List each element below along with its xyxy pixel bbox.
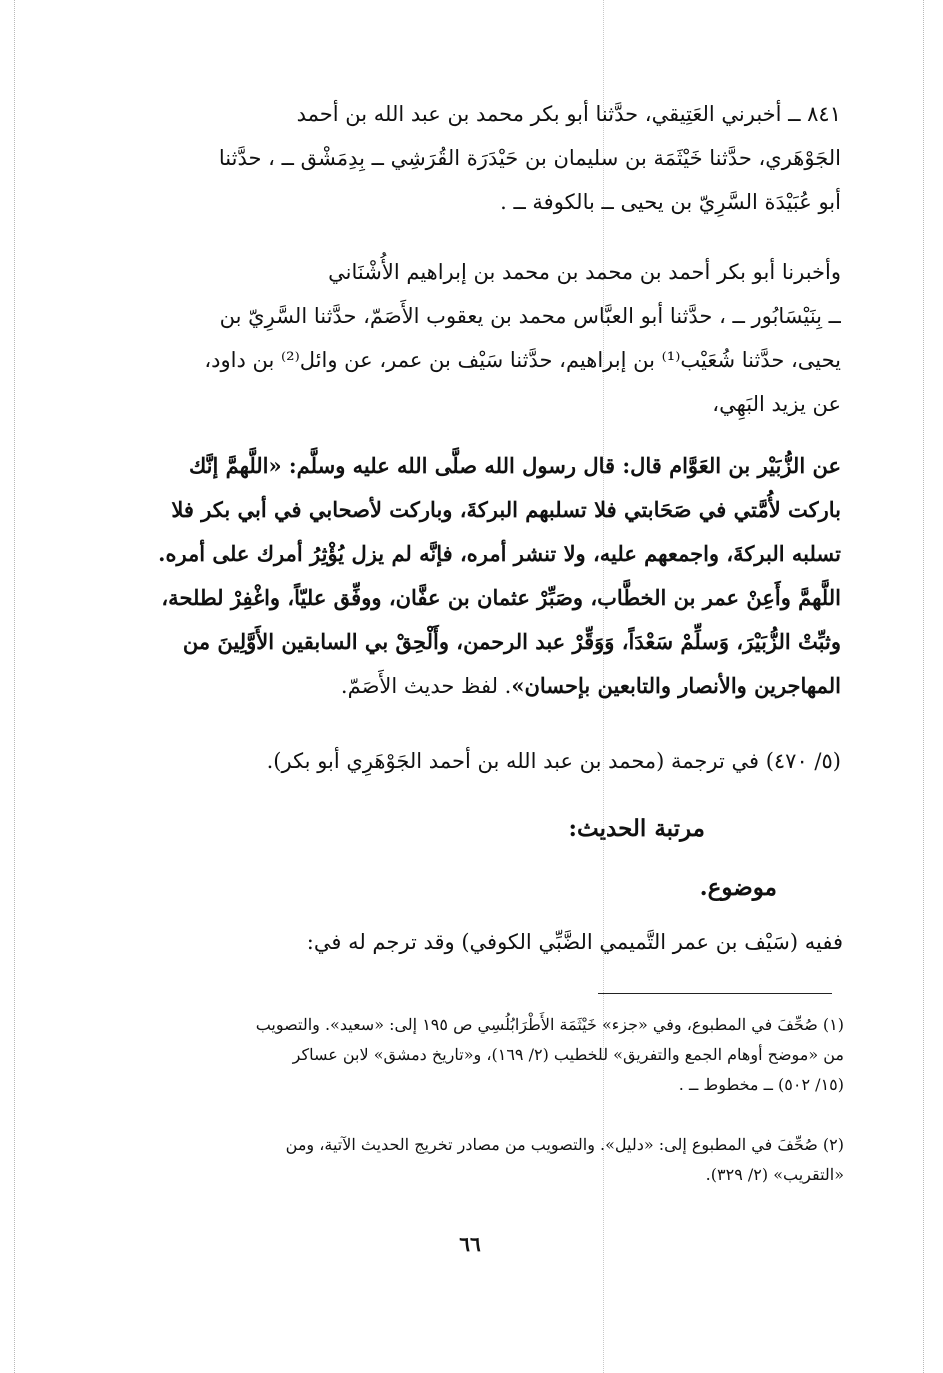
- matn-paragraph: [84, 444, 841, 708]
- text-line: اللَّهمَّ وأَعِنْ عمر بن الخطَّاب، وصَبِّرْ عثمان بن عفَّان، ووفِّق عليّاً، واغْفِرْ لطلحة،: [161, 585, 841, 610]
- text-line: ٨٤١ ــ أخبرني العَتِيقي، حدَّثنا أبو بكر محمد بن عبد الله بن أحمد: [296, 102, 841, 126]
- text-line: وأخبرنا أبو بكر أحمد بن محمد بن محمد بن إبراهيم الأُشْنَاني: [328, 260, 841, 284]
- text-line: تسلبه البركةَ، واجمعهم عليه، ولا تنشر أمره، فإنَّه لم يزل يُؤْثِرُ أمرك على أمره.: [158, 541, 841, 566]
- isnad-paragraph-2: [84, 250, 841, 426]
- footnote-line: (١٥/ ٥٠٢) ــ مخطوط ــ .: [678, 1075, 844, 1094]
- matn-end: المهاجرين والأنصار والتابعين بإحسان»: [511, 673, 841, 698]
- text-line: عن الزُّبَيْر بن العَوَّام قال: قال رسول الله صلَّى الله عليه وسلَّم: «اللَّهمَّ إنَّك: [188, 453, 841, 478]
- text-line: [84, 664, 841, 708]
- text-line: الجَوْهَري، حدَّثنا خَيْثَمَة بن سليمان بن حَيْدَرَة القُرَشِي ــ بِدِمَشْق ــ ، حدَّثنا: [218, 146, 841, 170]
- footnote-line: (٢) صُحِّفَ في المطبوع إلى: «دليل». والتصويب من مصادر تخريج الحديث الآتية، ومن: [285, 1135, 844, 1154]
- text-line: وثبِّتْ الزُّبَيْرَ، وَسلِّمْ سَعْدَاً، وَوَقِّرْ عبد الرحمن، وأَلْحِقْ بي السابقين الأَوَّلِينَ من: [182, 629, 841, 654]
- footnote-line: (١) صُحِّفَ في المطبوع، وفي «جزء» خَيْثَمَة الأَطْرَابُلُسِي ص ١٩٥ إلى: «سعيد». والتصويب: [255, 1015, 844, 1034]
- text-line: يحيى، حدَّثنا شُعَيْب⁽¹⁾ بن إبراهيم، حدَّثنا سَيْف بن عمر، عن وائل⁽²⁾ بن داود،: [204, 348, 841, 372]
- scan-artifact-line: [923, 0, 924, 1373]
- page-number: ٦٦: [459, 1232, 481, 1256]
- footnote-line: «التقريب» (٢/ ٣٢٩).: [705, 1165, 844, 1184]
- text-line: أبو عُبَيْدَة السَّرِيّ بن يحيى ــ بالكوفة ــ .: [500, 190, 841, 214]
- grading-intro: ففيه (سَيْف بن عمر التَّميمي الضَّبِّي الكوفي) وقد ترجم له في:: [306, 930, 843, 954]
- matn-tail: . لفظ حديث الأَصَمّ.: [340, 674, 512, 698]
- source-reference: (٥/ ٤٧٠) في ترجمة (محمد بن عبد الله بن أحمد الجَوْهَرِي أبو بكر).: [266, 749, 841, 773]
- isnad-paragraph-1: [84, 92, 841, 224]
- footnote-1: [84, 1010, 844, 1100]
- footnote-2: [84, 1130, 844, 1190]
- footnote-line: من «موضح أوهام الجمع والتفريق» للخطيب (٢/ ١٦٩)، و«تاريخ دمشق» لابن عساكر: [292, 1045, 844, 1064]
- text-line: ــ بِنَيْسَابُور ــ ، حدَّثنا أبو العبَّاس محمد بن يعقوب الأَصَمّ، حدَّثنا السَّرِيّ بن: [219, 304, 841, 328]
- grading-heading: مرتبة الحديث:: [568, 815, 705, 842]
- text-line: باركت لأُمَّتي في صَحَابتي فلا تسلبهم البركةَ، وباركت لأصحابي في أبي بكر فلا: [171, 497, 841, 522]
- text-line: عن يزيد البَهِي،: [712, 392, 841, 416]
- scan-artifact-line: [14, 0, 15, 1373]
- footnote-separator: [598, 993, 832, 994]
- grading-verdict: موضوع.: [699, 874, 777, 901]
